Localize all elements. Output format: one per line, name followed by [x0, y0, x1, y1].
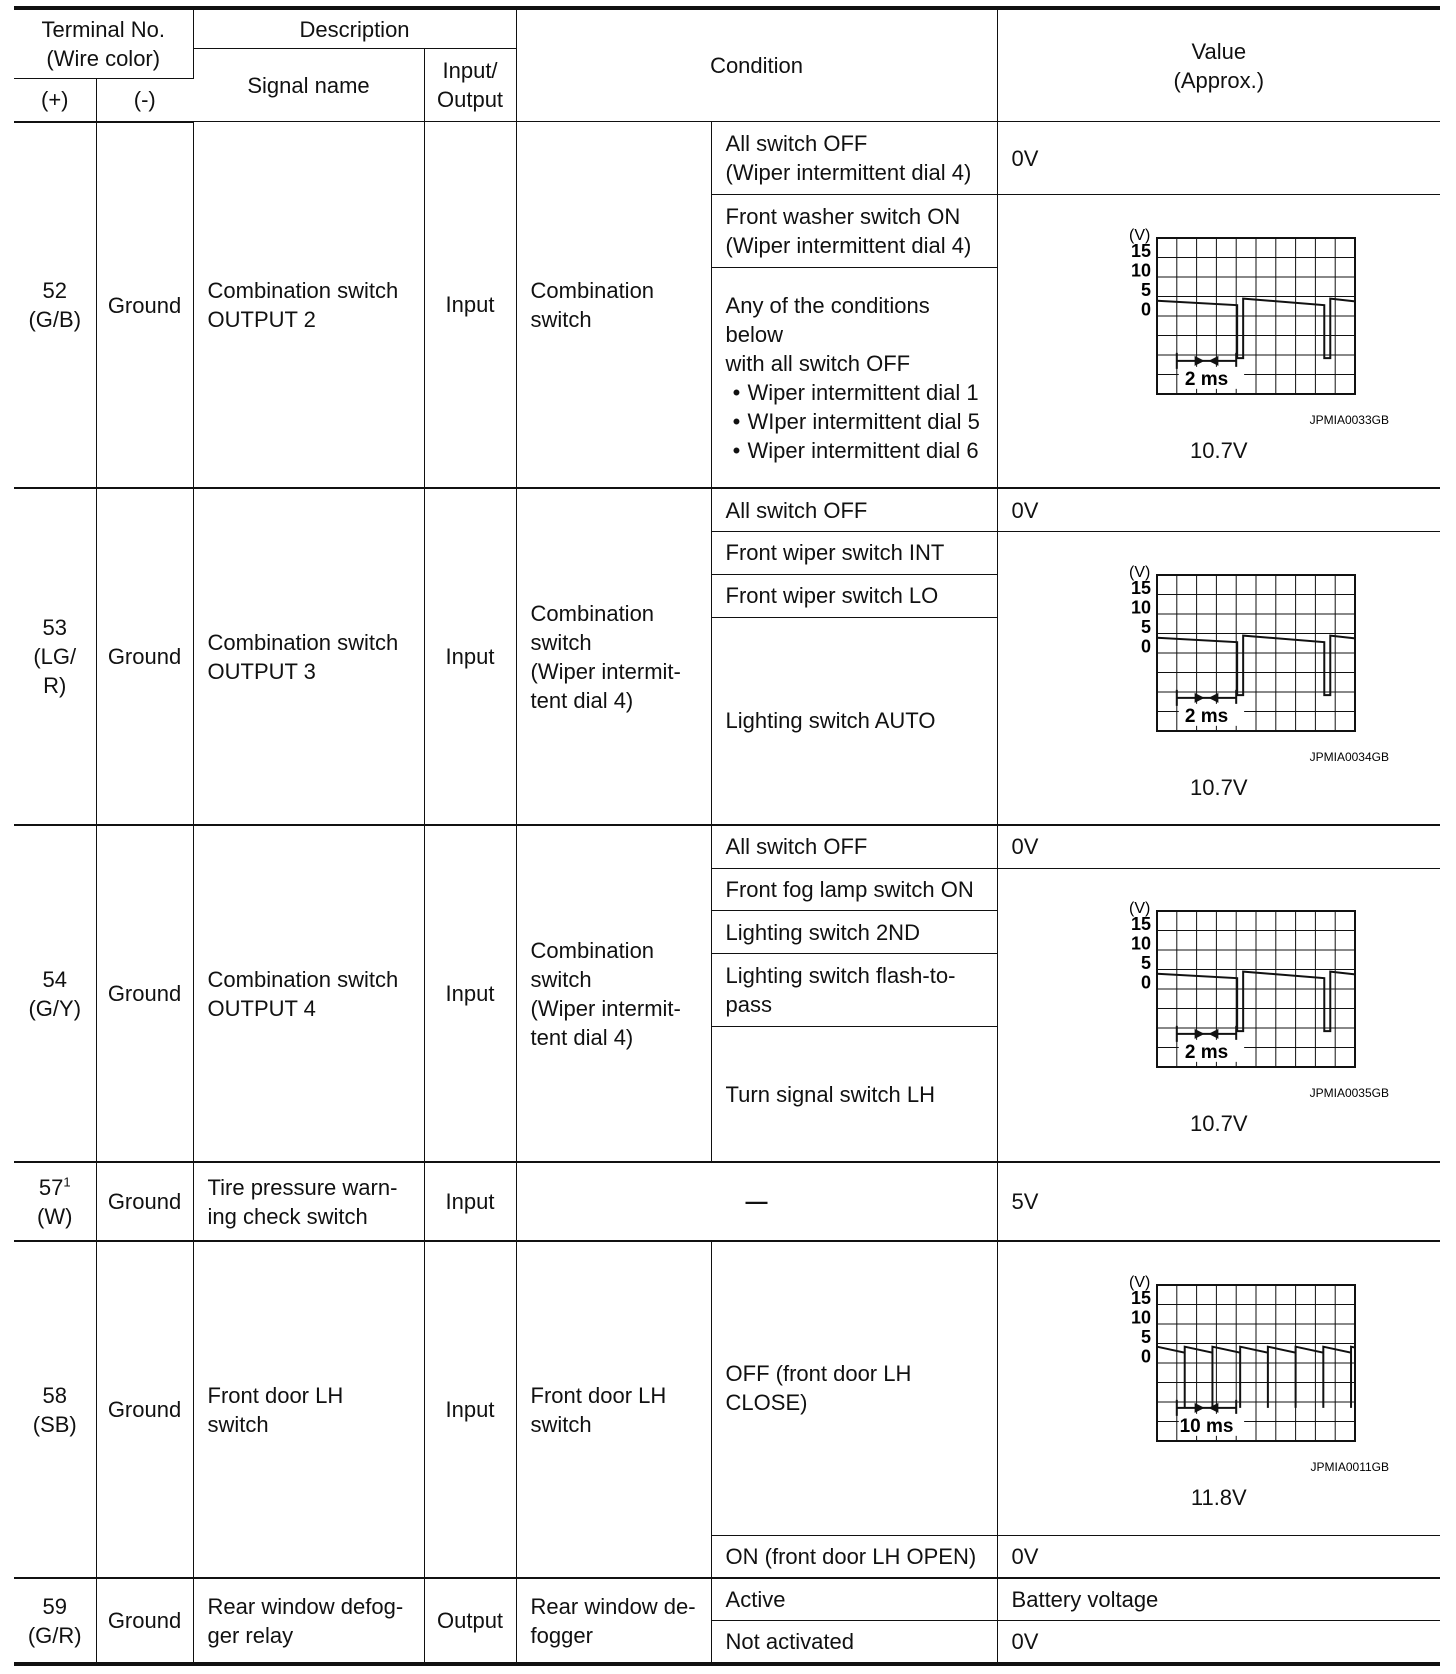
waveform-oscilloscope — [1069, 1265, 1389, 1483]
condition-main-line: Combination — [530, 600, 655, 626]
condition-main-cell — [516, 825, 711, 1162]
io-cell: Output — [424, 1578, 516, 1664]
terminal-number: 54 — [42, 966, 67, 992]
waveform-tick-label: 15 — [1130, 1287, 1151, 1308]
condition-main-cell — [516, 1241, 711, 1578]
waveform-value: 10.7V — [1190, 1111, 1248, 1137]
condition-sub-cell: Front wiper switch LO — [711, 574, 997, 617]
condition-sub-cell: Turn signal switch LH — [711, 1027, 997, 1162]
io-cell: Input — [424, 825, 516, 1162]
header-description: Description — [193, 8, 516, 49]
condition-sub-cell: Lighting switch AUTO — [711, 617, 997, 825]
waveform-unit-label: (V) — [1128, 226, 1151, 244]
waveform-scale-arrow — [1208, 1029, 1218, 1039]
terminal-number-text: 57 — [38, 1174, 64, 1200]
header-value-label: Value — [1191, 38, 1247, 64]
waveform-cell — [997, 195, 1440, 489]
condition-line: (Wiper intermittent dial 4) — [725, 233, 972, 259]
condition-sub-cell: All switch OFF — [711, 488, 997, 531]
waveform-scale-label: 2 ms — [1184, 705, 1228, 727]
waveform-image-code: JPMIA0035GB — [1309, 1086, 1389, 1101]
condition-bullet-list — [726, 378, 983, 465]
terminal-number: 59 — [42, 1593, 67, 1619]
condition-main-line: switch — [530, 966, 592, 992]
waveform-unit-label: (V) — [1128, 1273, 1151, 1291]
signal-name-line: ger relay — [207, 1622, 294, 1648]
waveform-scale-arrow — [1208, 356, 1218, 366]
condition-line: with all switch OFF — [725, 350, 911, 376]
io-cell: Input — [424, 1241, 516, 1578]
signal-name-cell — [193, 1578, 424, 1664]
waveform-tick-label: 5 — [1140, 953, 1151, 974]
signal-name-line: Tire pressure warn- — [207, 1174, 398, 1200]
condition-bullet: • Wiper intermittent dial 6 — [726, 436, 983, 465]
condition-sub-cell — [711, 954, 997, 1027]
condition-line: pass — [725, 992, 773, 1018]
condition-sub-cell — [711, 268, 997, 489]
signal-name-line: OUTPUT 4 — [207, 995, 316, 1021]
waveform-oscilloscope — [1069, 891, 1389, 1109]
condition-dash-cell: — — [516, 1162, 997, 1241]
condition-sub-cell: ON (front door LH OPEN) — [711, 1535, 997, 1578]
terminal-cell — [14, 1578, 96, 1664]
io-cell: Input — [424, 488, 516, 825]
waveform-image-code: JPMIA0033GB — [1309, 412, 1389, 427]
condition-sub-cell: Front fog lamp switch ON — [711, 868, 997, 911]
header-signal-name: Signal name — [193, 49, 424, 122]
waveform-cell — [997, 531, 1440, 825]
signal-name-line: Combination switch — [207, 629, 399, 655]
value-cell: 0V — [997, 1621, 1440, 1664]
terminal-spec-table — [14, 6, 1440, 1666]
waveform-tick-label: 5 — [1140, 279, 1151, 300]
condition-main-line: fogger — [530, 1622, 593, 1648]
condition-line: CLOSE) — [725, 1390, 808, 1416]
condition-line: Lighting switch flash-to- — [725, 963, 956, 989]
header-wire-color-label: (Wire color) — [46, 46, 161, 72]
waveform-value: 10.7V — [1190, 774, 1248, 800]
signal-name-cell — [193, 488, 424, 825]
condition-main-line: (Wiper intermit- — [530, 995, 681, 1021]
condition-line: Any of the conditions below — [725, 292, 930, 347]
ground-cell: Ground — [96, 122, 193, 489]
waveform-unit-label: (V) — [1128, 563, 1151, 581]
condition-line: OFF (front door LH — [725, 1361, 912, 1387]
waveform-cell — [997, 1241, 1440, 1535]
condition-main-line: (Wiper intermit- — [530, 658, 681, 684]
waveform-oscilloscope — [1069, 218, 1389, 436]
signal-name-line: OUTPUT 3 — [207, 658, 316, 684]
condition-sub-cell — [711, 122, 997, 195]
condition-main-line: Front door LH — [530, 1382, 667, 1408]
header-condition: Condition — [516, 8, 997, 122]
condition-main-line: Rear window de- — [530, 1593, 696, 1619]
terminal-cell — [14, 825, 96, 1162]
wire-color: (LG/ — [33, 644, 77, 670]
waveform-tick-label: 5 — [1140, 616, 1151, 637]
condition-main-line: tent dial 4) — [530, 687, 634, 713]
signal-name-cell — [193, 1162, 424, 1241]
waveform-tick-label: 0 — [1140, 636, 1151, 656]
waveform-scale-arrow — [1194, 692, 1204, 702]
waveform-tick-label: 15 — [1130, 577, 1151, 598]
waveform-scale-arrow — [1194, 1029, 1204, 1039]
signal-name-line: OUTPUT 2 — [207, 306, 316, 332]
wire-color: (W) — [37, 1203, 73, 1229]
waveform-tick-label: 15 — [1130, 914, 1151, 935]
waveform-oscilloscope — [1069, 555, 1389, 773]
signal-name-line: Rear window defog- — [207, 1593, 404, 1619]
condition-line: (Wiper intermittent dial 4) — [725, 160, 972, 186]
header-value — [997, 8, 1440, 122]
condition-line: All switch OFF — [725, 131, 868, 157]
condition-main-line: switch — [530, 629, 592, 655]
ground-cell: Ground — [96, 1578, 193, 1664]
waveform-image-code: JPMIA0011GB — [1310, 1459, 1389, 1474]
waveform-tick-label: 10 — [1130, 933, 1151, 954]
signal-name-cell — [193, 825, 424, 1162]
value-cell: 0V — [997, 825, 1440, 868]
waveform-tick-label: 0 — [1140, 972, 1151, 993]
waveform-tick-label: 15 — [1130, 240, 1151, 261]
wire-color: (G/B) — [28, 307, 82, 333]
condition-sub-cell: All switch OFF — [711, 825, 997, 868]
io-cell: Input — [424, 1162, 516, 1241]
value-cell: Battery voltage — [997, 1578, 1440, 1621]
value-cell: 0V — [997, 122, 1440, 195]
waveform-tick-label: 10 — [1130, 597, 1151, 617]
waveform-unit-label: (V) — [1128, 900, 1151, 918]
waveform-cell — [997, 868, 1440, 1162]
waveform-scale-arrow — [1208, 692, 1218, 702]
ground-cell: Ground — [96, 488, 193, 825]
condition-main-line: Combination — [530, 277, 655, 303]
condition-main-cell — [516, 488, 711, 825]
terminal-cell — [14, 1241, 96, 1578]
wire-color: (G/Y) — [28, 995, 82, 1021]
terminal-number: 58 — [42, 1382, 67, 1408]
header-io-line1: Input/ — [442, 58, 498, 84]
terminal-cell — [14, 122, 96, 489]
waveform-scale-arrow — [1194, 1403, 1204, 1413]
signal-name-cell: Front door LH switch — [193, 1241, 424, 1578]
ground-cell: Ground — [96, 825, 193, 1162]
footnote-marker: 1 — [63, 1174, 71, 1190]
condition-main-line: switch — [530, 306, 592, 332]
header-value-approx: (Approx.) — [1173, 67, 1265, 93]
header-terminal-no — [14, 8, 193, 79]
signal-name-cell — [193, 122, 424, 489]
condition-main-line: switch — [530, 1411, 592, 1437]
condition-main-cell — [516, 122, 711, 489]
waveform-value: 10.7V — [1190, 437, 1248, 463]
signal-name-line: Combination switch — [207, 966, 399, 992]
header-plus: (+) — [14, 79, 96, 122]
condition-sub-cell: Active — [711, 1578, 997, 1621]
condition-sub-cell: Lighting switch 2ND — [711, 911, 997, 954]
header-input-output — [424, 49, 516, 122]
condition-main-line: Combination — [530, 937, 655, 963]
value-cell: 5V — [997, 1162, 1440, 1241]
waveform-tick-label: 10 — [1130, 1307, 1151, 1328]
terminal-number: 52 — [42, 278, 67, 304]
condition-sub-cell — [711, 1241, 997, 1535]
ground-cell: Ground — [96, 1162, 193, 1241]
waveform-scale-label: 10 ms — [1179, 1415, 1234, 1437]
terminal-cell — [14, 488, 96, 825]
waveform-value: 11.8V — [1190, 1484, 1247, 1510]
condition-sub-cell: Front wiper switch INT — [711, 531, 997, 574]
waveform-image-code: JPMIA0034GB — [1309, 749, 1389, 764]
waveform-scale-arrow — [1194, 356, 1204, 366]
waveform-tick-label: 10 — [1130, 260, 1151, 281]
value-cell: 0V — [997, 1535, 1440, 1578]
condition-bullet: • Wiper intermittent dial 1 — [726, 378, 983, 407]
terminal-cell — [14, 1162, 96, 1241]
signal-name-line: ing check switch — [207, 1203, 368, 1229]
terminal-number: 53 — [42, 615, 67, 641]
waveform-tick-label: 0 — [1140, 299, 1151, 320]
condition-sub-cell — [711, 195, 997, 268]
value-cell: 0V — [997, 488, 1440, 531]
wire-color: (G/R) — [27, 1622, 82, 1648]
header-io-line2: Output — [437, 87, 504, 113]
condition-sub-cell: Not activated — [711, 1621, 997, 1664]
signal-name-line: Combination switch — [207, 277, 399, 303]
waveform-scale-label: 2 ms — [1184, 368, 1228, 390]
condition-line: Front washer switch ON — [725, 204, 961, 230]
condition-main-line: tent dial 4) — [530, 1024, 634, 1050]
wire-color: R) — [43, 673, 67, 699]
waveform-tick-label: 5 — [1140, 1326, 1151, 1347]
wire-color: (SB) — [32, 1411, 77, 1437]
header-terminal-no-label: Terminal No. — [41, 17, 165, 43]
waveform-scale-label: 2 ms — [1184, 1042, 1228, 1064]
ground-cell: Ground — [96, 1241, 193, 1578]
header-minus: (-) — [96, 79, 193, 122]
condition-bullet: • WIper intermittent dial 5 — [726, 407, 983, 436]
waveform-tick-label: 0 — [1140, 1346, 1151, 1367]
terminal-number — [18, 1173, 92, 1202]
condition-main-cell — [516, 1578, 711, 1664]
io-cell: Input — [424, 122, 516, 489]
